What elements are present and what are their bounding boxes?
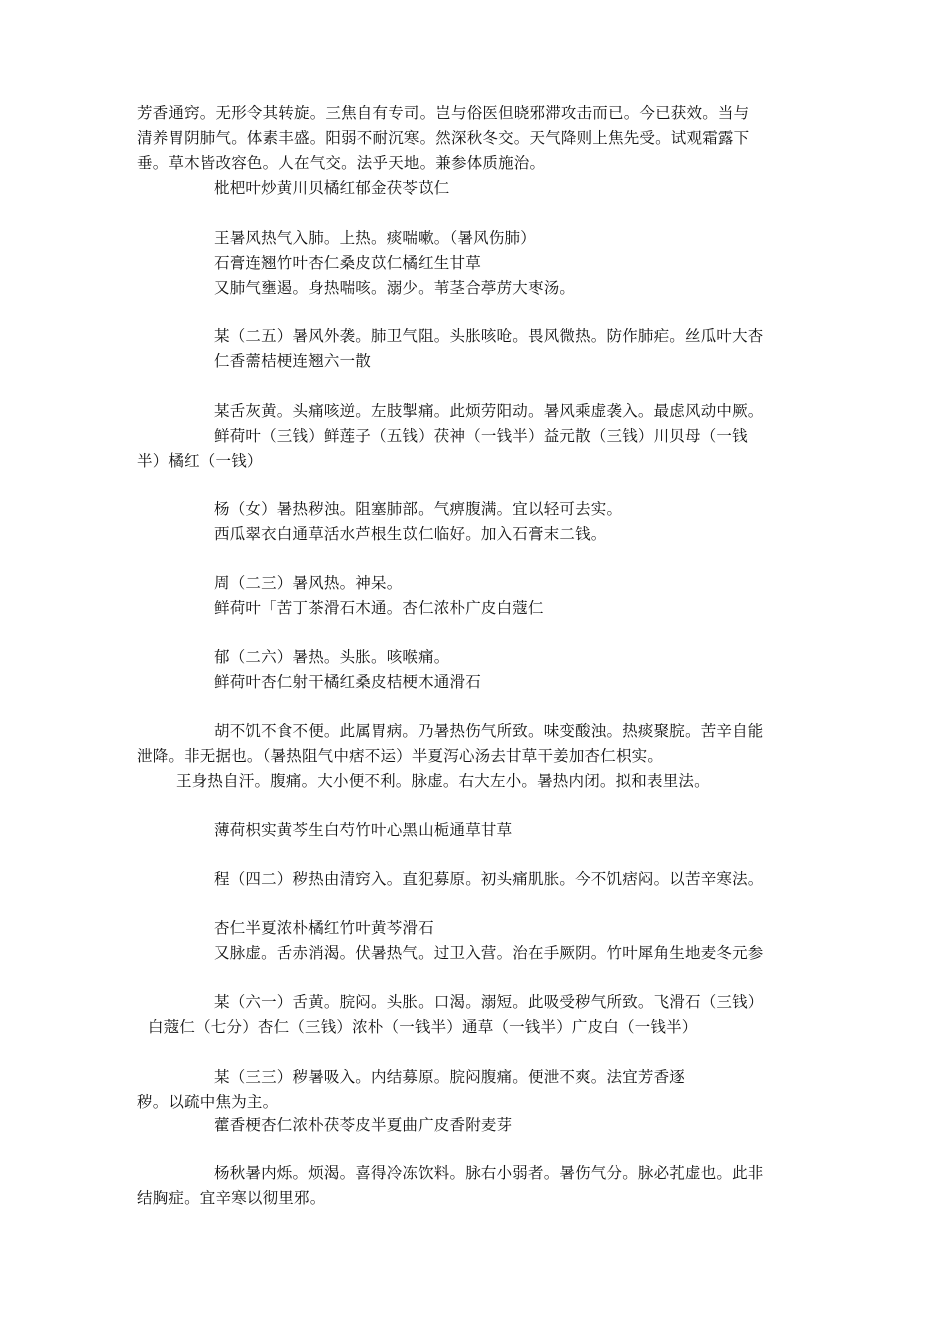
text-line: 清养胃阴肺气。体素丰盛。阳弱不耐沉寒。然深秋冬交。天气降则上焦先受。试观霜露下 [137, 129, 750, 147]
text-line: 薄荷枳实黄芩生白芍竹叶心黑山栀通草甘草 [214, 821, 513, 839]
text-line: 王暑风热气入肺。上热。痰喘嗽。（暑风伤肺） [214, 229, 536, 247]
text-line: 结胸症。宜辛寒以彻里邪。 [137, 1189, 326, 1207]
text-line: 白蔻仁（七分）杏仁（三钱）浓朴（一钱半）通草（一钱半）广皮白（一钱半） [148, 1018, 698, 1036]
text-line: 胡不饥不食不便。此属胃病。乃暑热伤气所致。味变酸浊。热痰聚脘。苦辛自能 [214, 722, 764, 740]
text-line: 杨秋暑内烁。烦渴。喜得冷冻饮料。脉右小弱者。暑伤气分。脉必芤虚也。此非 [214, 1164, 764, 1182]
text-line: 程（四二）秽热由清窍入。直犯募原。初头痛肌胀。今不饥痞闷。以苦辛寒法。 [214, 870, 764, 888]
text-line: 鲜荷叶杏仁射干橘红桑皮桔梗木通滑石 [214, 673, 481, 691]
text-line: 鲜荷叶（三钱）鲜莲子（五钱）茯神（一钱半）益元散（三钱）川贝母（一钱 [214, 427, 748, 445]
text-line: 又肺气壅遏。身热喘咳。溺少。苇茎合葶苈大枣汤。 [214, 279, 576, 297]
text-line: 藿香梗杏仁浓朴茯苓皮半夏曲广皮香附麦芽 [214, 1116, 513, 1134]
text-line: 枇杷叶炒黄川贝橘红郁金茯苓苡仁 [214, 179, 450, 197]
text-line: 又脉虚。舌赤消渴。伏暑热气。过卫入营。治在手厥阴。竹叶犀角生地麦冬元参 [214, 944, 764, 962]
text-line: 某（三三）秽暑吸入。内结募原。脘闷腹痛。便泄不爽。法宜芳香逐 [214, 1068, 686, 1086]
text-line: 杏仁半夏浓朴橘红竹叶黄芩滑石 [214, 919, 434, 937]
text-line: 某（六一）舌黄。脘闷。头胀。口渴。溺短。此吸受秽气所致。飞滑石（三钱） [214, 993, 764, 1011]
text-line: 鲜荷叶「苦丁茶滑石木通。杏仁浓朴广皮白蔻仁 [214, 599, 544, 617]
text-line: 西瓜翠衣白通草活水芦根生苡仁临好。加入石膏末二钱。 [214, 525, 607, 543]
text-line: 某（二五）暑风外袭。肺卫气阻。头胀咳呛。畏风微热。防作肺疟。丝瓜叶大杏 [214, 327, 764, 345]
text-line: 杨（女）暑热秽浊。阻塞肺部。气痹腹满。宜以轻可去实。 [214, 500, 623, 518]
text-line: 石膏连翘竹叶杏仁桑皮苡仁橘红生甘草 [214, 254, 481, 272]
text-line: 半）橘红（一钱） [137, 452, 263, 470]
text-line: 王身热自汗。腹痛。大小便不利。脉虚。右大左小。暑热内闭。拟和表里法。 [176, 772, 710, 790]
text-line: 某舌灰黄。头痛咳逆。左肢掣痛。此烦劳阳动。暑风乘虚袭入。最虑风动中厥。 [214, 402, 764, 420]
text-line: 仁香薷桔梗连翘六一散 [214, 352, 372, 370]
text-line: 秽。以疏中焦为主。 [137, 1093, 279, 1111]
text-line: 芳香通窍。无形令其转旋。三焦自有专司。岂与俗医但晓邪滞攻击而已。今已获效。当与 [137, 104, 750, 122]
text-line: 郁（二六）暑热。头胀。咳喉痛。 [214, 648, 450, 666]
text-line: 泄降。非无据也。（暑热阻气中痞不运）半夏泻心汤去甘草干姜加杏仁枳实。 [137, 747, 664, 765]
text-line: 垂。草木皆改容色。人在气交。法乎天地。兼参体质施治。 [137, 154, 546, 172]
text-line: 周（二三）暑风热。神呆。 [214, 574, 403, 592]
